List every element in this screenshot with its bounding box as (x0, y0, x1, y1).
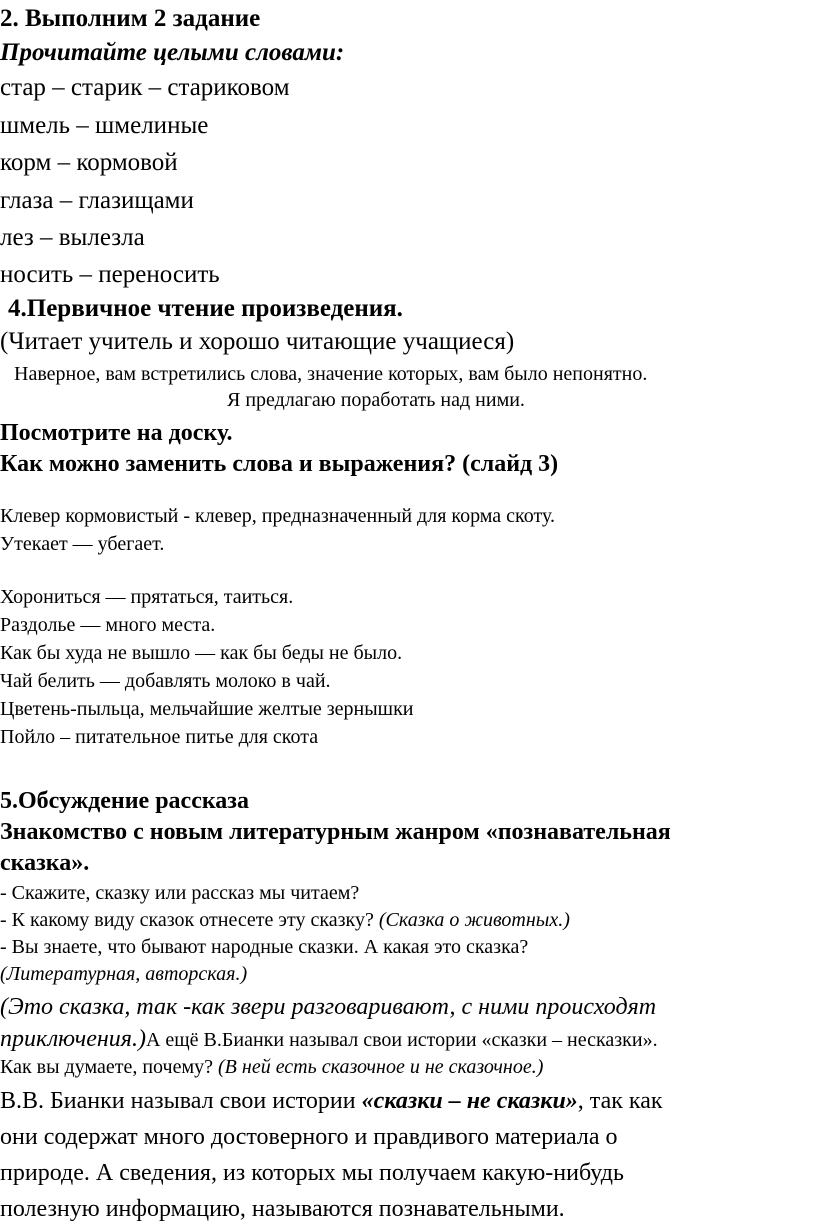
answer-4-line-2 (0, 1027, 658, 1051)
vocab-item: Цветень-пыльца, мельчайшие желтые зернышки (0, 698, 414, 720)
question-5: Как вы думаете, почему? (0, 1056, 219, 1078)
vocab-item: Раздолье — много места. (0, 614, 216, 636)
answer-5: (В ней есть сказочное и не сказочное.) (218, 1056, 544, 1078)
answer-4-end: приключения.) (0, 1026, 146, 1052)
answer-3: (Литературная, авторская.) (0, 963, 248, 985)
vocab-item: Пойло – питательное питье для скота (0, 726, 319, 748)
answer-2: (Сказка о животных.) (378, 909, 570, 931)
final-paragraph-line-3: природе. А сведения, из которых мы получаем какую-нибудь (0, 1160, 624, 1186)
final-paragraph-line-1 (0, 1089, 663, 1113)
question-1: - Скажите, сказку или рассказ мы читаем? (0, 882, 360, 904)
final-paragraph-line-4: полезную информацию, называются познавательными. (0, 1196, 565, 1222)
vocab-item: Клевер кормовистый - клевер, предназначенный для корма скоту. (0, 505, 555, 527)
section4-note: (Читает учитель и хорошо читающие учащиеся) (0, 328, 515, 355)
answer-4-line-1: (Это сказка, так -как звери разговаривают, с ними происходят (0, 994, 657, 1020)
section5-heading: 5.Обсуждение рассказа (0, 788, 249, 814)
vocab-item: Чай белить — добавлять молоко в чай. (0, 670, 331, 692)
vocab-item: Хорониться — прятаться, таиться. (0, 586, 294, 608)
final-text-start: В.В. Бианки называл свои истории (0, 1088, 362, 1114)
question-4: А ещё В.Бианки называл свои истории «сказки – несказки». (145, 1029, 658, 1051)
section2-instruction: Прочитайте целыми словами: (0, 39, 345, 66)
section4-heading: 4.Первичное чтение произведения. (8, 295, 403, 322)
teacher-line-2: Я предлагаю поработать над ними. (227, 389, 525, 411)
word-line: лез – вылезла (0, 224, 145, 251)
section5-subheading-1: Знакомство с новым литературным жанром «познавательная (0, 819, 671, 845)
question-3: - Вы знаете, что бывают народные сказки. А какая это сказка? (0, 936, 529, 958)
teacher-line-1: Наверное, вам встретились слова, значение которых, вам было непонятно. (14, 363, 648, 385)
question-5-line (0, 1057, 543, 1077)
board-instruction: Посмотрите на доску. (0, 420, 233, 446)
section2-heading: 2. Выполним 2 задание (0, 5, 261, 32)
word-line: носить – переносить (0, 261, 220, 288)
question-2: - К какому виду сказок отнесете эту сказку? (0, 909, 379, 931)
final-paragraph-line-2: они содержат много достоверного и правдивого материала о (0, 1124, 618, 1150)
word-line: глаза – глазищами (0, 187, 194, 214)
word-line: шмель – шмелиные (0, 112, 209, 139)
question-heading: Как можно заменить слова и выражения? (слайд 3) (0, 451, 559, 477)
final-text-end: , так как (577, 1088, 663, 1114)
word-line: стар – старик – стариковом (0, 74, 290, 101)
question-2-line (0, 910, 570, 930)
vocab-item: Как бы худа не вышло — как бы беды не было. (0, 642, 403, 664)
section5-subheading-2: сказка». (0, 850, 90, 876)
vocab-item: Утекает — убегает. (0, 533, 165, 555)
word-line: корм – кормовой (0, 149, 178, 176)
final-text-emphasis: «сказки – не сказки» (361, 1088, 578, 1114)
